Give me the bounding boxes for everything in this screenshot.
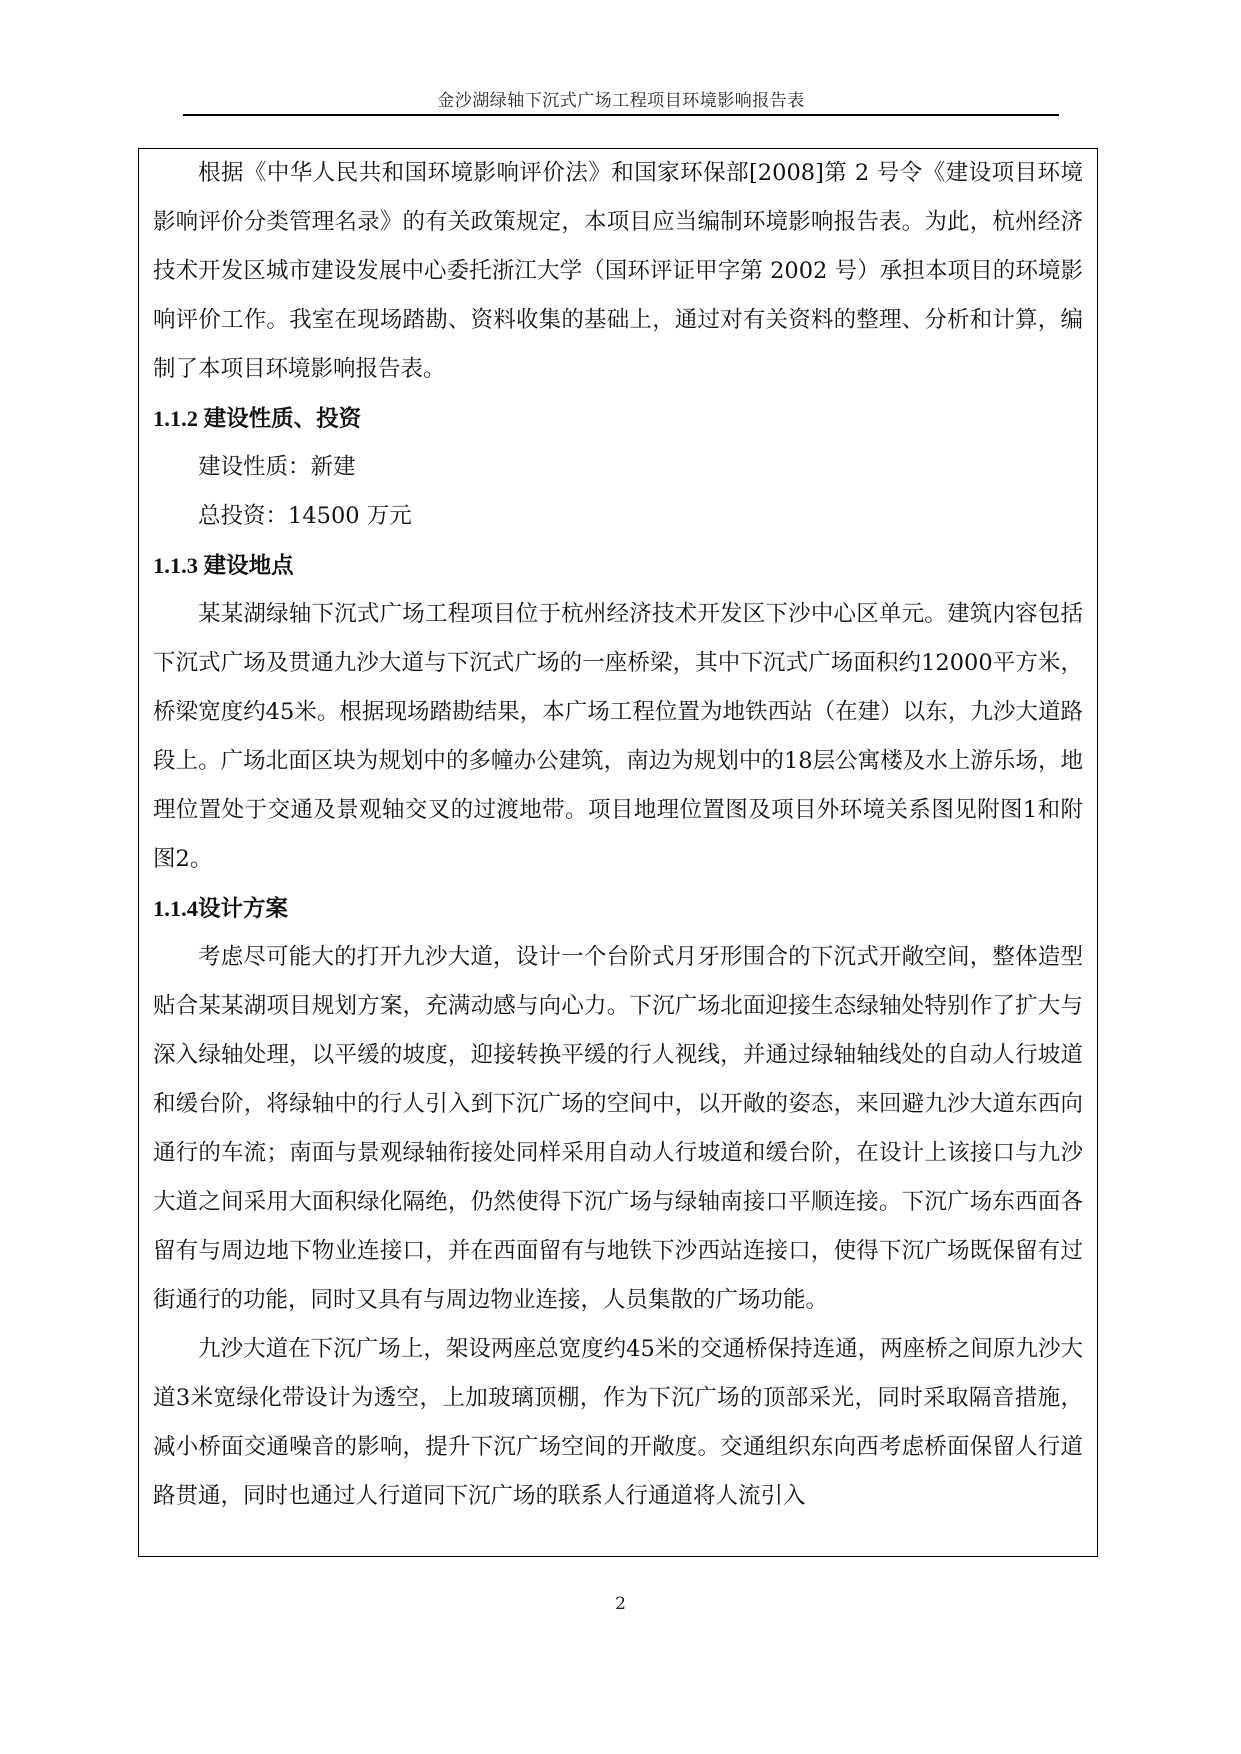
section-heading-1-1-4: 1.1.4设计方案 bbox=[153, 896, 289, 921]
page-header-title: 金沙湖绿轴下沉式广场工程项目环境影响报告表 bbox=[437, 91, 805, 111]
intro-paragraph: 根据《中华人民共和国环境影响评价法》和国家环保部[2008]第 2 号令《建设项目环境影响评价分类管理名录》的有关政策规定，本项目应当编制环境影响报告表。为此，杭州经济技术开发区城市建设发展中心委托浙江大学（国环评证甲字第 2002 号）承担本项目的环境影响评价工作。我室在现场踏勘、资料收集的基础上，通过对有关资料的整理、分析和计算，编制了本项目环境影响报告表。 bbox=[153, 160, 1083, 382]
section-heading-1-1-2: 1.1.2 建设性质、投资 bbox=[153, 406, 362, 431]
total-investment: 总投资：14500 万元 bbox=[198, 503, 412, 529]
page-number: 2 bbox=[615, 1594, 626, 1614]
section-heading-1-1-3: 1.1.3 建设地点 bbox=[153, 553, 294, 578]
construction-nature: 建设性质：新建 bbox=[198, 454, 356, 480]
design-paragraph-2: 九沙大道在下沉广场上，架设两座总宽度约45米的交通桥保持连通，两座桥之间原九沙大道3米宽绿化带设计为透空，上加玻璃顶棚，作为下沉广场的顶部采光，同时采取隔音措施，减小桥面交通噪音的影响，提升下沉广场空间的开敞度。交通组织东向西考虑桥面保留人行道路贯通，同时也通过人行道同下沉广场的联系人行通道将人流引入 bbox=[153, 1336, 1083, 1509]
report-table-cell bbox=[138, 148, 1098, 1557]
location-paragraph: 某某湖绿轴下沉式广场工程项目位于杭州经济技术开发区下沙中心区单元。建筑内容包括下沉式广场及贯通九沙大道与下沉式广场的一座桥梁，其中下沉式广场面积约12000平方米，桥梁宽度约45米。根据现场踏勘结果，本广场工程位置为地铁西站（在建）以东，九沙大道路段上。广场北面区块为规划中的多幢办公建筑，南边为规划中的18层公寓楼及水上游乐场，地理位置处于交通及景观轴交叉的过渡地带。项目地理位置图及项目外环境关系图见附图1和附图2。 bbox=[153, 601, 1083, 872]
header-rule bbox=[183, 114, 1059, 116]
design-paragraph-1: 考虑尽可能大的打开九沙大道，设计一个台阶式月牙形围合的下沉式开敞空间，整体造型贴合某某湖项目规划方案，充满动感与向心力。下沉广场北面迎接生态绿轴处特别作了扩大与深入绿轴处理，以平缓的坡度，迎接转换平缓的行人视线，并通过绿轴轴线处的自动人行坡道和缓台阶，将绿轴中的行人引入到下沉广场的空间中，以开敞的姿态，来回避九沙大道东西向通行的车流；南面与景观绿轴衔接处同样采用自动人行坡道和缓台阶，在设计上该接口与九沙大道之间采用大面积绿化隔绝，仍然使得下沉广场与绿轴南接口平顺连接。下沉广场东西面各留有与周边地下物业连接口，并在西面留有与地铁下沙西站连接口，使得下沉广场既保留有过街通行的功能，同时又具有与周边物业连接，人员集散的广场功能。 bbox=[153, 944, 1083, 1313]
